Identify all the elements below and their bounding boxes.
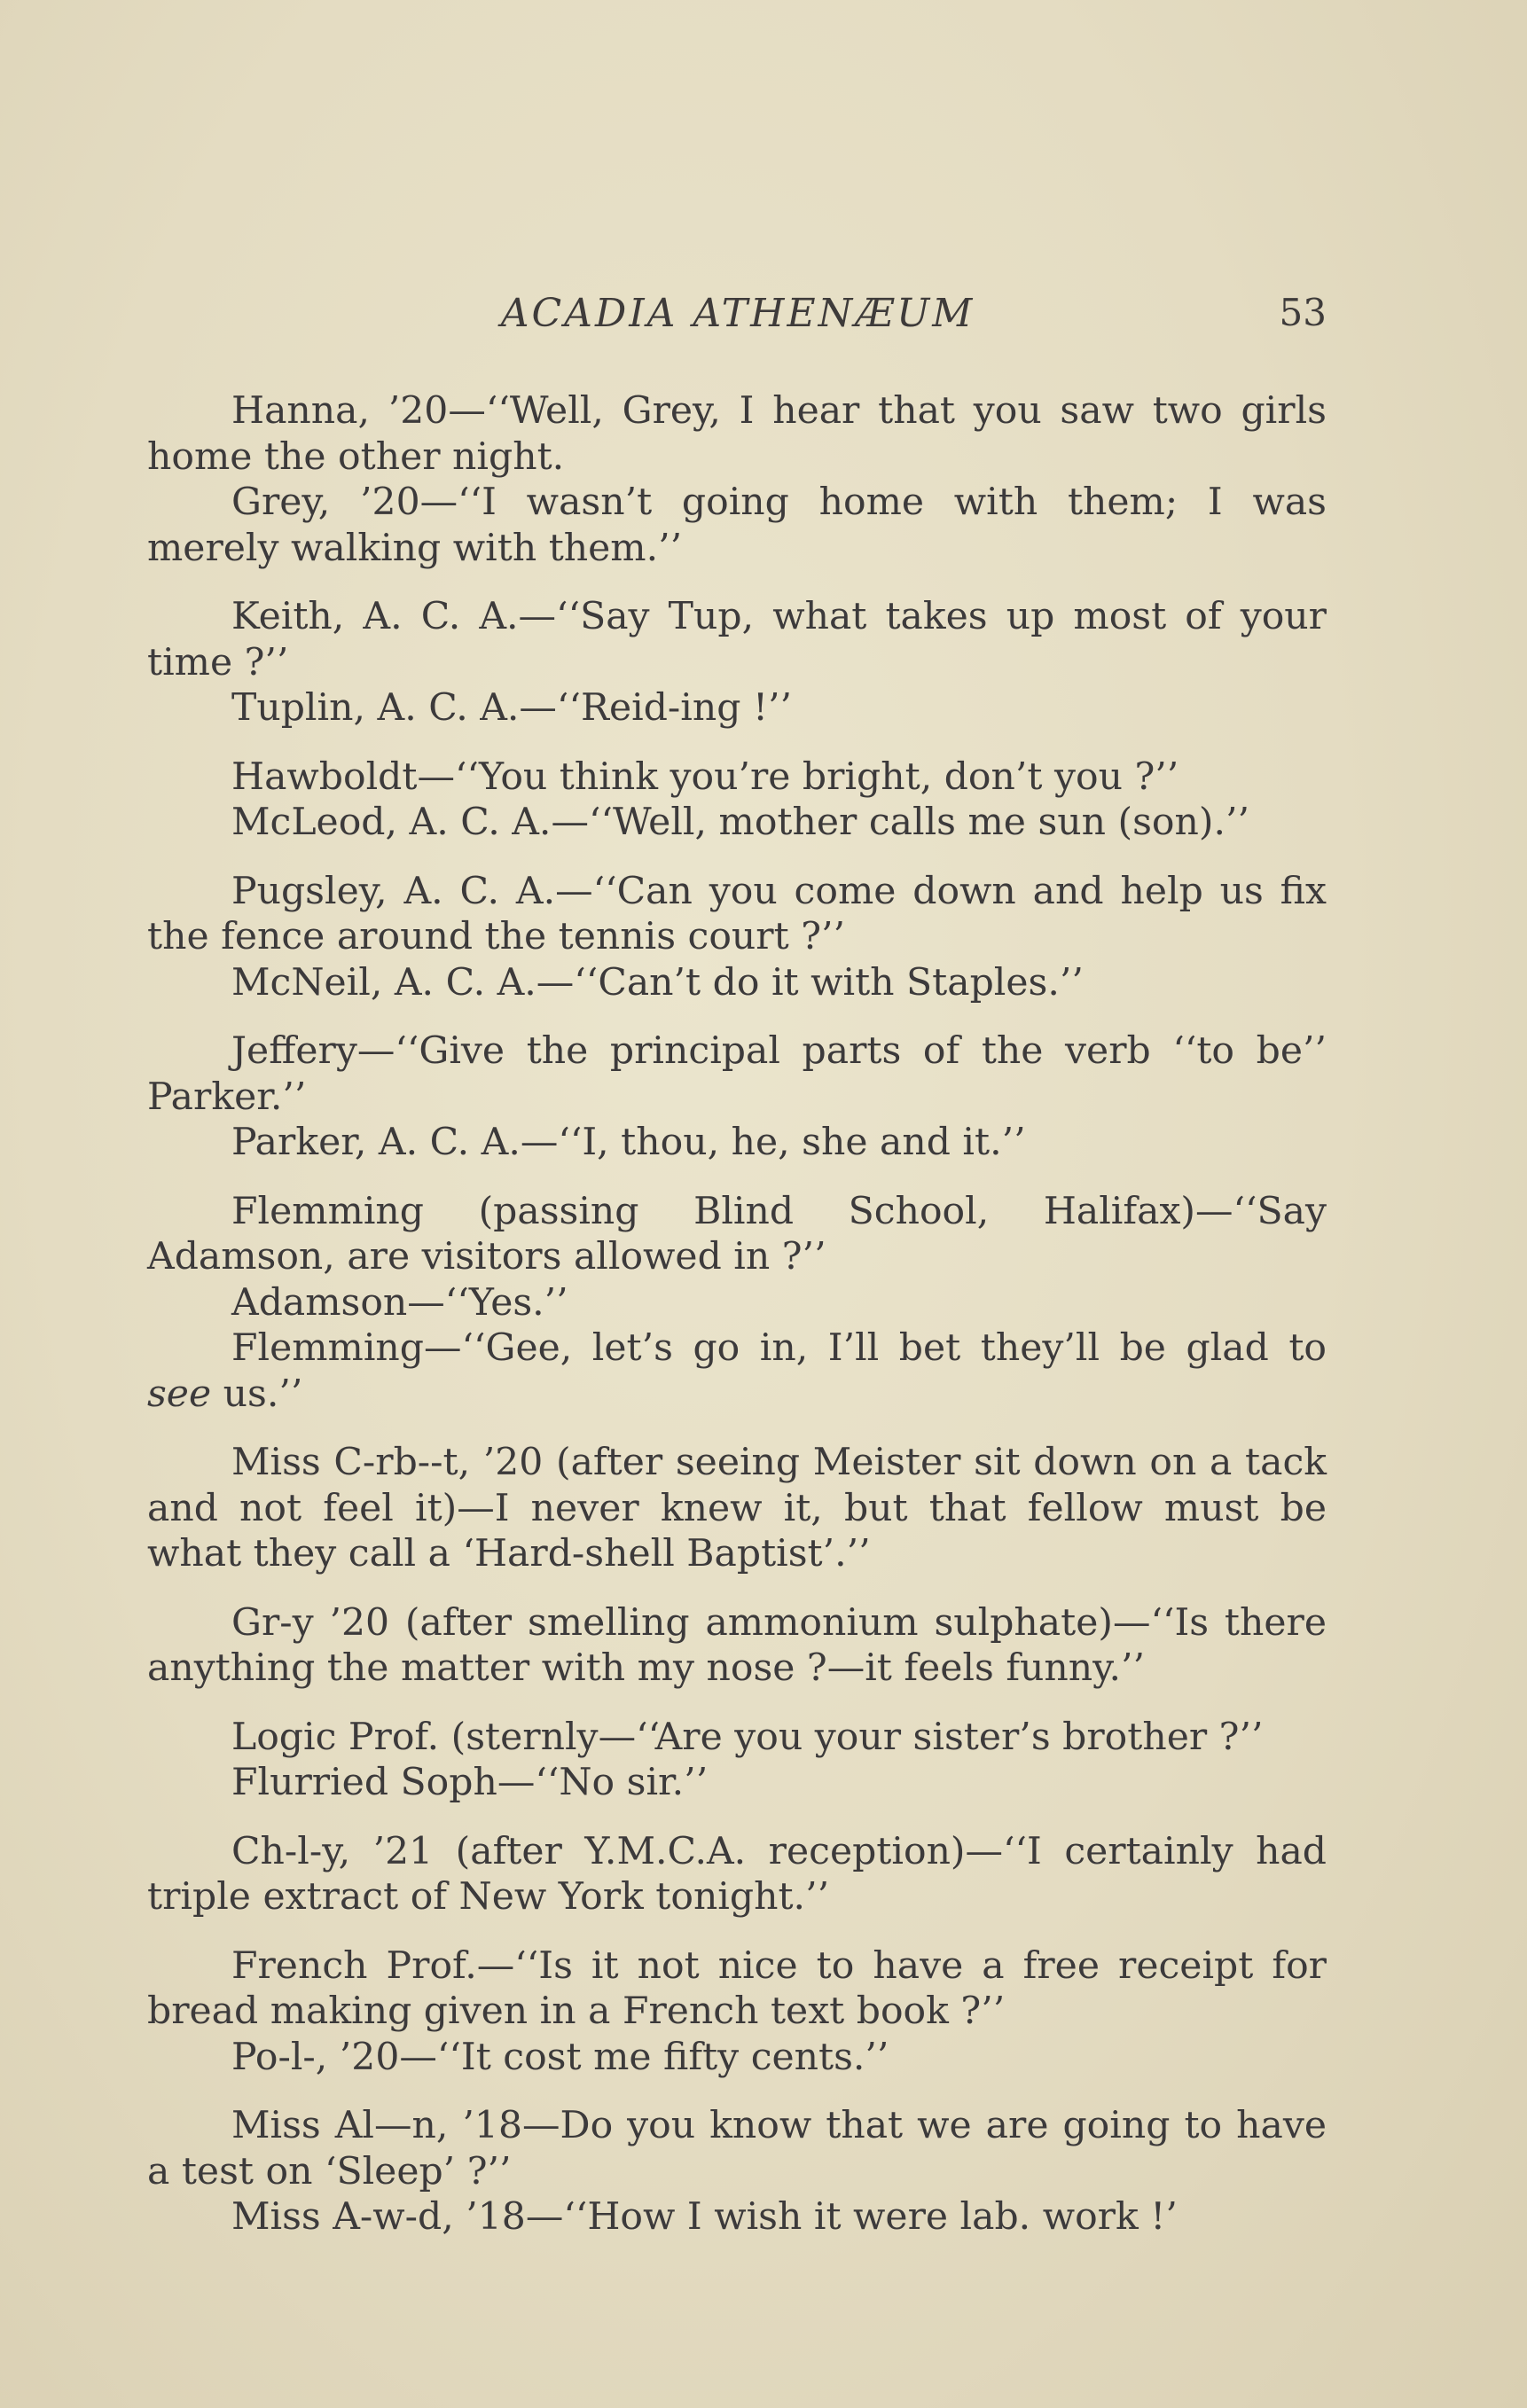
paragraph: Miss C-rb--t, ’20 (after seeing Meister sit down on a tack and not feel it)—I never knew it, but that fellow must be what they call a ‘Hard-shell Baptist’.’’ <box>147 1441 1327 1575</box>
paragraph: Tuplin, A. C. A.—‘‘Reid-ing !’’ <box>231 686 793 730</box>
paragraph-text: us.’’ <box>223 1372 303 1416</box>
paragraph: Gr-y ’20 (after smelling ammonium sulphate)—‘‘Is there anything the matter with my nose ?—it feels funny.’’ <box>147 1600 1327 1690</box>
paragraph: Keith, A. C. A.—‘‘Say Tup, what takes up most of your time ?’’ <box>147 595 1327 684</box>
paragraph: Pugsley, A. C. A.—‘‘Can you come down and help us fix the fence around the tennis court ?’’ <box>147 869 1327 958</box>
paragraph: Hawboldt—‘‘You think you’re bright, don’t you ?’’ <box>231 754 1179 799</box>
paragraph: Ch-l-y, ’21 (after Y.M.C.A. reception)—‘‘I certainly had triple extract of New York tonight.’’ <box>147 1829 1327 1919</box>
paragraph: Miss Al—n, ’18—Do you know that we are going to have a test on ‘Sleep’ ?’’ <box>147 2104 1327 2193</box>
page-number: 53 <box>1279 291 1327 334</box>
running-header <box>149 291 1327 344</box>
paragraph-text: Flemming—‘‘Gee, let’s go in, I’ll bet they’ll be glad to <box>231 1326 1327 1370</box>
emphasized-word: see <box>147 1372 212 1416</box>
running-title: ACADIA ATHENÆUM <box>500 291 975 336</box>
paragraph: Logic Prof. (sternly—‘‘Are you your sister’s brother ?’’ <box>231 1715 1264 1759</box>
page-body <box>147 388 1327 2240</box>
paragraph: Flurried Soph—‘‘No sir.’’ <box>231 1761 709 1804</box>
paragraph: Jeffery—‘‘Give the principal parts of the verb ‘‘to be’’ Parker.’’ <box>147 1029 1327 1119</box>
paragraph <box>147 1325 1327 1417</box>
paragraph: Miss A-w-d, ’18—‘‘How I wish it were lab. work !’ <box>231 2195 1178 2239</box>
paragraph: Po-l-, ’20—‘‘It cost me fifty cents.’’ <box>231 2035 889 2079</box>
paragraph: Adamson—‘‘Yes.’’ <box>231 1280 568 1325</box>
paragraph: Parker, A. C. A.—‘‘I, thou, he, she and it.’’ <box>231 1121 1026 1164</box>
paragraph: McLeod, A. C. A.—‘‘Well, mother calls me sun (son).’’ <box>231 801 1249 844</box>
paragraph: Hanna, ’20—‘‘Well, Grey, I hear that you saw two girls home the other night. <box>147 389 1327 479</box>
paragraph: McNeil, A. C. A.—‘‘Can’t do it with Staples.’’ <box>231 960 1084 1005</box>
paragraph: French Prof.—‘‘Is it not nice to have a free receipt for bread making given in a French text book ?’’ <box>147 1943 1327 2033</box>
paragraph: Flemming (passing Blind School, Halifax)—‘‘Say Adamson, are visitors allowed in ?’’ <box>147 1189 1327 1278</box>
paragraph: Grey, ’20—‘‘I wasn’t going home with them; I was merely walking with them.’’ <box>147 481 1327 570</box>
